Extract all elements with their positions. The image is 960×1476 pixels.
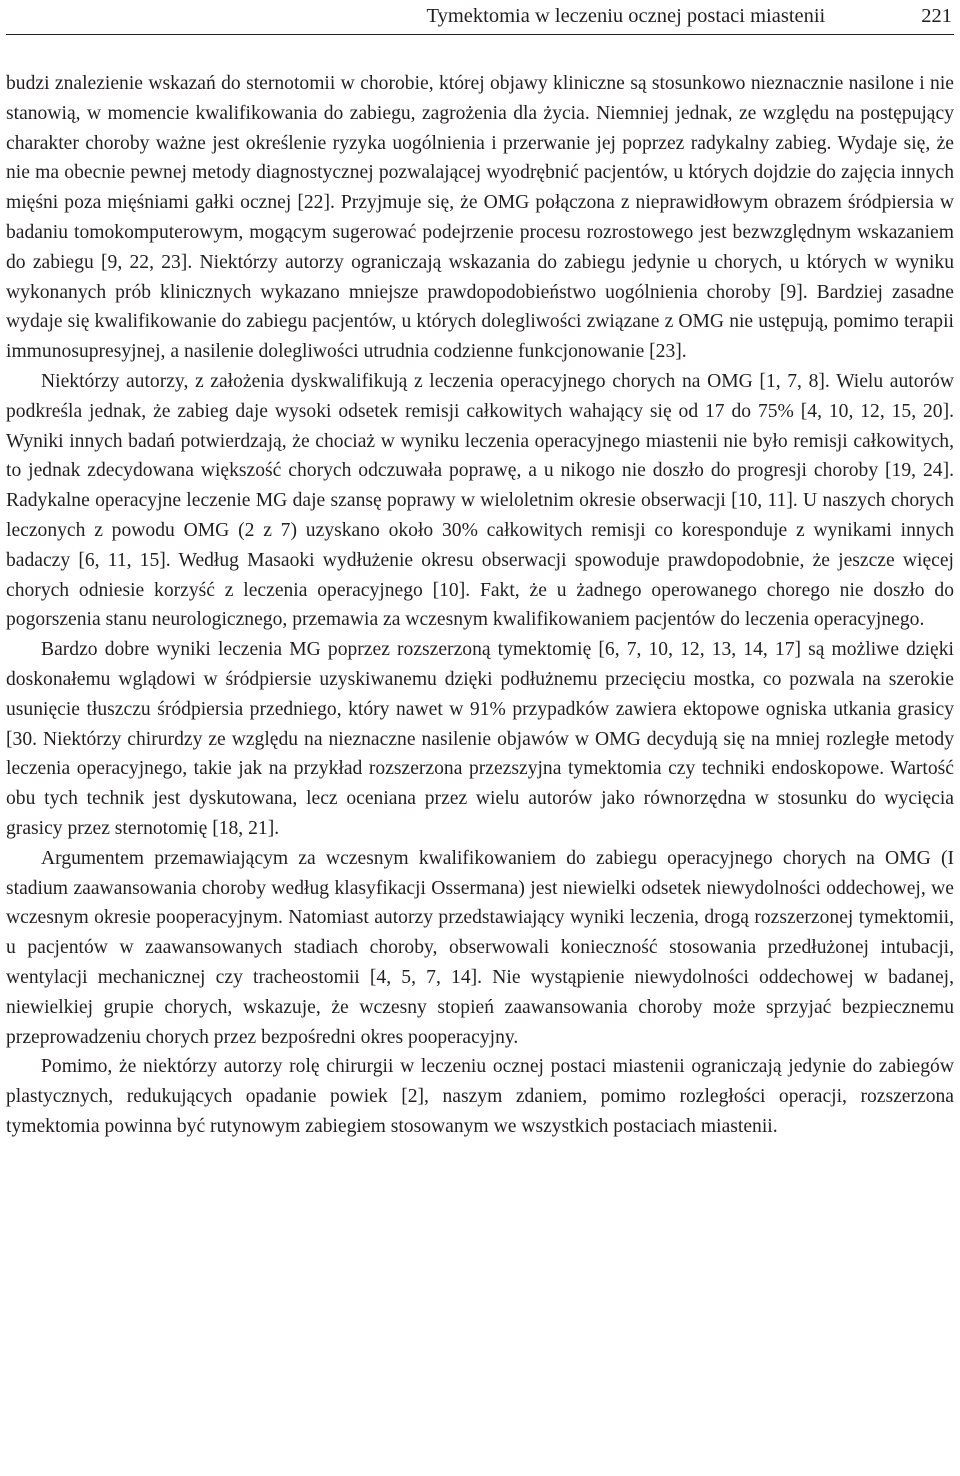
paragraph: Niektórzy autorzy, z założenia dyskwalifikują z leczenia operacyjnego chorych na OMG [1, 7, 8]. Wielu autorów podkreśla jednak, że zabieg daje wysoki odsetek remisji całkowitych wahający się od 17 do 75% [4, 10, 12, 15, 20]. Wyniki innych badań potwierdzają, że chociaż w wyniku leczenia operacyjnego miastenii nie było remisji całkowitych, to jednak zdecydowana większość chorych odczuwała poprawę, a u nikogo nie doszło do progresji choroby [19, 24]. Radykalne operacyjne leczenie MG daje szansę poprawy w wieloletnim okresie obserwacji [10, 11]. U naszych chorych leczonych z powodu OMG (2 z 7) uzyskano około 30% całkowitych remisji co koresponduje z wynikami innych badaczy [6, 11, 15]. Według Masaoki wydłużenie okresu obserwacji spowoduje prawdopodobnie, że jeszcze więcej chorych odniesie korzyść z leczenia operacyjnego [10]. Fakt, że u żadnego operowanego chorego nie doszło do pogorszenia stanu neurologicznego, przemawia za wczesnym kwalifikowaniem pacjentów do leczenia operacyjnego. xyxy=(6,370,954,631)
running-header xyxy=(6,0,954,34)
paragraph: Bardzo dobre wyniki leczenia MG poprzez rozszerzoną tymektomię [6, 7, 10, 12, 13, 14, 17] są możliwe dzięki doskonałemu wglądowi w śródpiersie uzyskiwanemu dzięki podłużnemu przecięciu mostka, co pozwala na szerokie usunięcie tłuszczu śródpiersia przedniego, który nawet w 91% przypadków zawiera ektopowe ogniska utkania grasicy [30. Niektórzy chirurdzy ze względu na nieznaczne nasilenie objawów w OMG decydują się na mniej rozległe metody leczenia operacyjnego, takie jak na przykład rozszerzona przezszyjna tymektomia czy techniki endoskopowe. Wartość obu tych technik jest dyskutowana, lecz oceniana przez wielu autorów jako równorzędna w stosunku do wycięcia grasicy przez sternotomię [18, 21]. xyxy=(6,639,954,839)
document-page xyxy=(6,0,954,1142)
body-text xyxy=(6,69,954,1142)
page-number: 221 xyxy=(921,5,952,27)
paragraph: Pomimo, że niektórzy autorzy rolę chirurgii w leczeniu ocznej postaci miastenii ograniczają jedynie do zabiegów plastycznych, redukujących opadanie powiek [2], naszym zdaniem, pomimo rozległości operacji, rozszerzona tymektomia powinna być rutynowym zabiegiem stosowanym we wszystkich postaciach miastenii. xyxy=(6,1056,954,1137)
header-rule xyxy=(6,34,954,35)
paragraph: Argumentem przemawiającym za wczesnym kwalifikowaniem do zabiegu operacyjnego chorych na OMG (I stadium zaawansowania choroby według klasyfikacji Ossermana) jest niewielki odsetek niewydolności oddechowej, we wczesnym okresie pooperacyjnym. Natomiast autorzy przedstawiający wyniki leczenia, drogą rozszerzonej tymektomii, u pacjentów w zaawansowanych stadiach choroby, obserwowali konieczność stosowania przedłużonej intubacji, wentylacji mechanicznej czy tracheostomii [4, 5, 7, 14]. Nie wystąpienie niewydolności oddechowej w badanej, niewielkiej grupie chorych, wskazuje, że wczesny stopień zaawansowania choroby może sprzyjać bezpiecznemu przeprowadzeniu chorych przez bezpośredni okres pooperacyjny. xyxy=(6,847,954,1048)
running-title: Tymektomia w leczeniu ocznej postaci miastenii xyxy=(426,5,826,27)
paragraph: budzi znalezienie wskazań do sternotomii w chorobie, której objawy kliniczne są stosunkowo nieznacznie nasilone i nie stanowią, w momencie kwalifikowania do zabiegu, zagrożenia dla życia. Niemniej jednak, ze względu na postępujący charakter choroby ważne jest określenie ryzyka uogólnienia i przerwanie jej poprzez radykalny zabieg. Wydaje się, że nie ma obecnie pewnej metody diagnostycznej pozwalającej wyodrębnić pacjentów, u których dojdzie do zajęcia innych mięśni poza mięśniami gałki ocznej [22]. Przyjmuje się, że OMG połączona z nieprawidłowym obrazem śródpiersia w badaniu tomokomputerowym, mogącym sugerować podejrzenie procesu rozrostowego jest bezwzględnym wskazaniem do zabiegu [9, 22, 23]. Niektórzy autorzy ograniczają wskazania do zabiegu jedynie u chorych, u których w wyniku wykonanych prób klinicznych wykazano mniejsze prawdopodobieństwo uogólnienia choroby [9]. Bardziej zasadne wydaje się kwalifikowanie do zabiegu pacjentów, u których dolegliwości związane z OMG nie ustępują, pomimo terapii immunosupresyjnej, a nasilenie dolegliwości utrudnia codzienne funkcjonowanie [23]. xyxy=(6,73,954,363)
